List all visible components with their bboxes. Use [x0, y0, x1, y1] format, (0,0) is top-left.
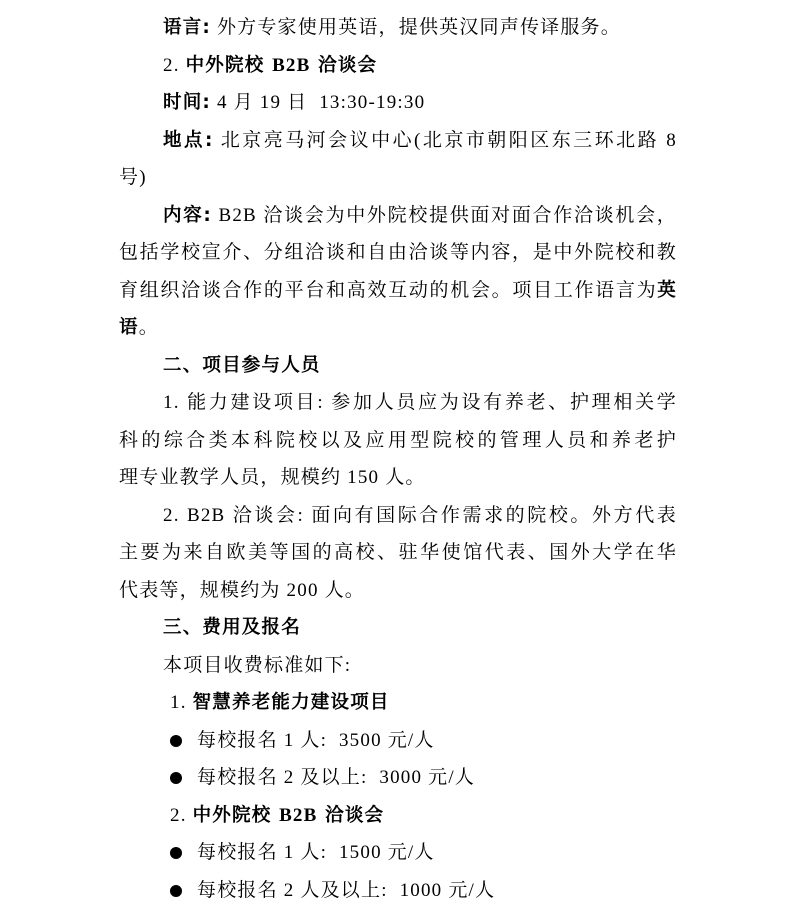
section-two-item2-line1: [119, 497, 677, 535]
content-text-1: B2B 洽谈会为中外院校提供面对面合作洽谈机会，: [212, 204, 677, 226]
time-text: 4 月 19 日 13:30-19:30: [211, 92, 426, 113]
fee-group-2-name-latin: B2B: [279, 804, 318, 826]
b2b-title-latin: B2B: [272, 54, 311, 76]
item2-text-1: 2. B2B 洽谈会: 面向有国际合作需求的院校。外方代表: [163, 504, 677, 526]
section-three-title: 三、费用及报名: [163, 617, 301, 638]
fee-item-text: 每校报名 1 人: 1500 元/人: [197, 842, 435, 863]
fee-intro: [119, 647, 677, 685]
language-label: 语言:: [163, 17, 211, 38]
content-text-4-tail: 。: [138, 317, 159, 338]
content-line-1: [119, 197, 677, 235]
fee-group-2-title: [119, 797, 677, 835]
section-three-heading: [119, 609, 677, 647]
fee-group-2-number: 2.: [170, 804, 193, 826]
section-two-item1-line2: [119, 422, 677, 460]
fee-item-text: 每校报名 2 及以上: 3000 元/人: [197, 767, 476, 788]
section-two-item2-line3: [119, 572, 677, 610]
section-two-heading: [119, 347, 677, 385]
language-line: [119, 9, 677, 47]
bullet-icon: [170, 847, 182, 859]
location-line-1: [119, 122, 677, 160]
item1-text-1: 1. 能力建设项目: 参加人员应为设有养老、护理相关学: [163, 392, 677, 413]
fee-group-1-item-1: [119, 722, 677, 760]
fee-group-2-item-1: [119, 834, 677, 872]
section-two-item2-line2: [119, 534, 677, 572]
section-two-item1-line1: [119, 384, 677, 422]
content-line-3: [119, 272, 677, 310]
content-text-4-bold: 语: [119, 317, 139, 338]
b2b-title-tail: 洽谈会: [310, 54, 378, 76]
b2b-title: 中外院校: [185, 54, 273, 76]
section-two-item1-line3: [119, 459, 677, 497]
section-two-title: 二、项目参与人员: [163, 354, 321, 376]
bullet-icon: [170, 772, 182, 784]
language-text: 外方专家使用英语，提供英汉同声传译服务。: [211, 17, 621, 38]
content-line-4: [119, 309, 677, 347]
content-line-2: [119, 234, 677, 272]
content-text-3: 育组织洽谈合作的平台和高效互动的机会。项目工作语言为: [119, 279, 658, 301]
fee-item-text: 每校报名 2 人及以上: 1000 元/人: [197, 879, 496, 901]
time-label: 时间:: [163, 92, 211, 113]
fee-group-1-number: 1.: [170, 692, 193, 713]
item1-text-2: 科的综合类本科院校以及应用型院校的管理人员和养老护: [119, 429, 677, 451]
item2-text-2: 主要为来自欧美等国的高校、驻华使馆代表、国外大学在华: [119, 542, 677, 563]
fee-item-text: 每校报名 1 人: 3500 元/人: [197, 729, 435, 751]
fee-group-2-item-2: [119, 872, 677, 910]
bullet-icon: [170, 885, 182, 897]
fee-group-2-name-tail: 洽谈会: [317, 804, 385, 826]
fee-group-1-name: 智慧养老能力建设项目: [192, 692, 390, 713]
location-line-2: [119, 159, 677, 197]
item2-text-3: 代表等，规模约为 200 人。: [119, 579, 366, 601]
content-text-2: 包括学校宣介、分组洽谈和自由洽谈等内容，是中外院校和教: [119, 242, 677, 263]
b2b-subheading: [119, 47, 677, 85]
item1-text-3: 理专业教学人员，规模约 150 人。: [119, 467, 426, 488]
location-text-2: 号): [119, 167, 147, 188]
fee-group-1-item-2: [119, 759, 677, 797]
time-line: [119, 84, 677, 122]
location-label: 地点:: [163, 129, 214, 151]
content-label: 内容:: [163, 204, 213, 226]
content-text-3-bold: 英: [657, 279, 677, 301]
fee-intro-text: 本项目收费标准如下:: [163, 654, 352, 676]
document-page: [119, 9, 677, 909]
bullet-icon: [170, 735, 182, 747]
fee-group-1-title: [119, 684, 677, 722]
location-text-1: 北京亮马河会议中心(北京市朝阳区东三环北路 8: [213, 129, 678, 151]
b2b-number: 2.: [163, 54, 186, 76]
fee-group-2-name: 中外院校: [192, 804, 280, 826]
